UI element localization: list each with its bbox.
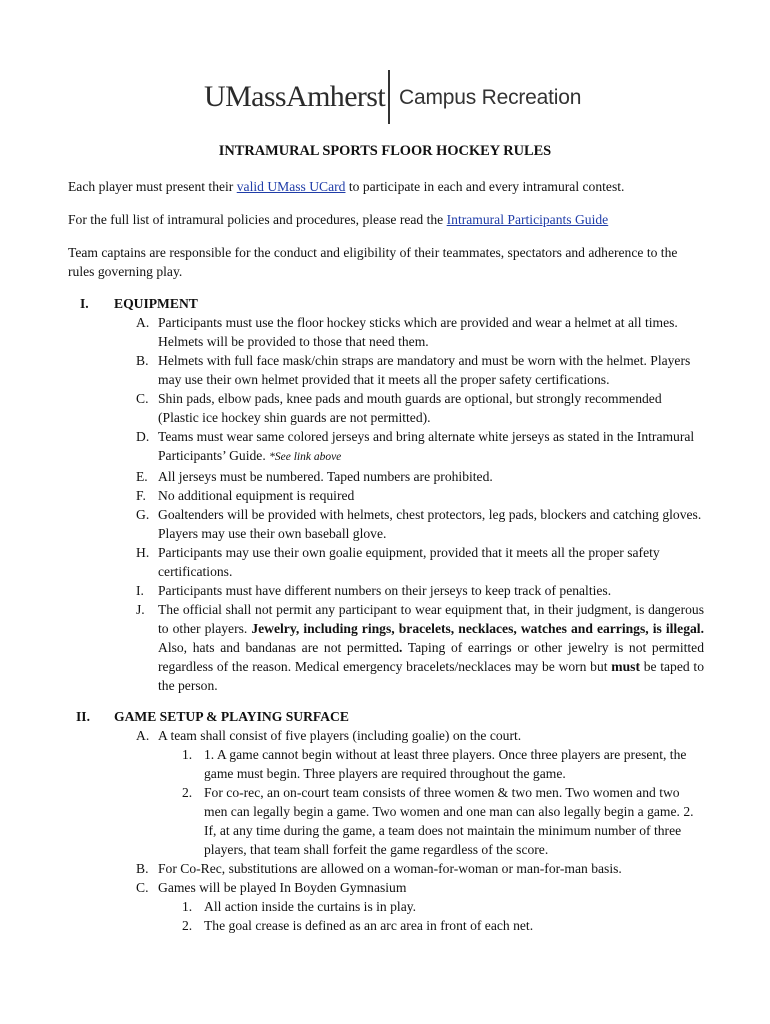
ucard-text-after: to participate in each and every intramural contest.: [345, 179, 625, 194]
rule-item: [68, 505, 704, 543]
sub-number: 1.: [182, 899, 193, 914]
guide-paragraph: [68, 210, 704, 229]
document-title: INTRAMURAL SPORTS FLOOR HOCKEY RULES: [218, 143, 552, 159]
item-text: Also, hats and bandanas are not permitted: [158, 640, 399, 655]
section-heading: [68, 294, 704, 313]
sub-number: 2.: [182, 918, 193, 933]
rule-item: [68, 878, 704, 897]
sub-number: 2.: [182, 785, 193, 800]
item-text: For Co-Rec, substitutions are allowed on a woman-for-woman or man-for-man basis.: [158, 861, 622, 876]
item-letter: B.: [136, 353, 149, 368]
item-letter: I.: [136, 583, 144, 598]
item-text: All jerseys must be numbered. Taped numbers are prohibited.: [158, 469, 493, 484]
item-text: Helmets with full face mask/chin straps are mandatory and must be worn with the helmet. Players may use their own helmet provided that it meets all the proper safety certifications.: [158, 353, 691, 387]
item-text: Participants may use their own goalie equipment, provided that it meets all the proper safety certifications.: [158, 545, 660, 579]
guide-text-before: For the full list of intramural policies and procedures, please read the: [68, 212, 447, 227]
section-title: EQUIPMENT: [114, 296, 198, 311]
item-letter: C.: [136, 391, 149, 406]
item-letter: A.: [136, 728, 150, 743]
section-equipment: [68, 294, 704, 695]
item-letter: C.: [136, 880, 149, 895]
sub-rule-item: [68, 916, 704, 935]
item-text: Games will be played In Boyden Gymnasium: [158, 880, 407, 895]
rule-item: [68, 389, 704, 427]
sub-number: 1.: [182, 747, 193, 762]
item-letter: B.: [136, 861, 149, 876]
sub-rule-item: [68, 745, 704, 783]
item-letter: F.: [136, 488, 146, 503]
item-text: Teams must wear same colored jerseys and bring alternate white jerseys as stated in the Intramural Participants’ Guide.: [158, 429, 695, 463]
umass-campus-rec-logo: [0, 70, 770, 126]
jewelry-bold-text: Jewelry, including rings, bracelets, necklaces, watches and earrings, is illegal.: [251, 621, 704, 636]
rule-item: [68, 467, 704, 486]
item-letter: E.: [136, 469, 148, 484]
sub-rule-item: [68, 783, 704, 859]
rule-item: [68, 427, 704, 467]
ucard-paragraph: [68, 177, 704, 196]
item-letter: A.: [136, 315, 150, 330]
participants-guide-link[interactable]: Intramural Participants Guide: [446, 212, 609, 227]
item-text: A team shall consist of five players (including goalie) on the court.: [158, 728, 522, 743]
sub-rule-item: [68, 897, 704, 916]
item-text: No additional equipment is required: [158, 488, 355, 503]
sub-text: For co-rec, an on-court team consists of three women & two men. Two women and two men can legally begin a game. Two women and one man can also legally begin a game. 2. If, at any time during the game, a team does not maintain the minimum number of three players, that team shall forfeit the game regardless of the score.: [204, 785, 694, 857]
sub-text: All action inside the curtains is in play.: [204, 899, 417, 914]
logo-wordmark: UMassAmherst: [204, 80, 386, 113]
section-number: I.: [80, 296, 89, 311]
rule-item: [68, 726, 704, 745]
section-game-setup: [68, 707, 704, 935]
ucard-link[interactable]: valid UMass UCard: [236, 179, 346, 194]
section-heading: [68, 707, 704, 726]
item-text: Participants must have different numbers on their jerseys to keep track of penalties.: [158, 583, 612, 598]
logo-divider: [388, 70, 390, 124]
item-text: Participants must use the floor hockey sticks which are provided and wear a helmet at all times. Helmets will be provided to those that need them.: [158, 315, 678, 349]
bold-period: .: [399, 640, 403, 655]
item-text: Taping of earrings or other jewelry is not permitted regardless of the reason. Medical emergency bracelets/necklaces may be worn but: [158, 640, 704, 674]
section-number: II.: [76, 709, 90, 724]
must-bold-text: must: [611, 659, 640, 674]
rule-item: [68, 859, 704, 878]
sub-text: The goal crease is defined as an arc area in front of each net.: [204, 918, 534, 933]
rule-item: [68, 486, 704, 505]
rule-item: [68, 313, 704, 351]
item-letter: D.: [136, 429, 150, 444]
rule-item-jewelry: [68, 600, 704, 695]
rule-item: [68, 351, 704, 389]
captains-paragraph: Team captains are responsible for the conduct and eligibility of their teammates, spectators and adherence to the rules governing play.: [68, 245, 678, 279]
item-letter: H.: [136, 545, 150, 560]
item-text: Goaltenders will be provided with helmets, chest protectors, leg pads, blockers and catching gloves. Players may use their own baseball glove.: [158, 507, 702, 541]
logo-department: Campus Recreation: [399, 86, 582, 109]
rule-item: [68, 543, 704, 581]
section-title: GAME SETUP & PLAYING SURFACE: [114, 709, 349, 724]
rule-item: [68, 581, 704, 600]
item-letter: G.: [136, 507, 150, 522]
item-text: Shin pads, elbow pads, knee pads and mouth guards are optional, but strongly recommended (Plastic ice hockey shin guards are not permitted).: [158, 391, 662, 425]
sub-text: 1. A game cannot begin without at least three players. Once three players are present, the game must begin. Three players are required throughout the game.: [204, 747, 687, 781]
item-letter: J.: [136, 602, 145, 617]
see-link-note: *See link above: [269, 451, 342, 463]
ucard-text-before: Each player must present their: [68, 179, 237, 194]
item-text: be taped to the person.: [158, 659, 704, 693]
item-text: The official shall not permit any participant to wear equipment that, in their judgment, is dangerous to other players.: [158, 602, 704, 636]
